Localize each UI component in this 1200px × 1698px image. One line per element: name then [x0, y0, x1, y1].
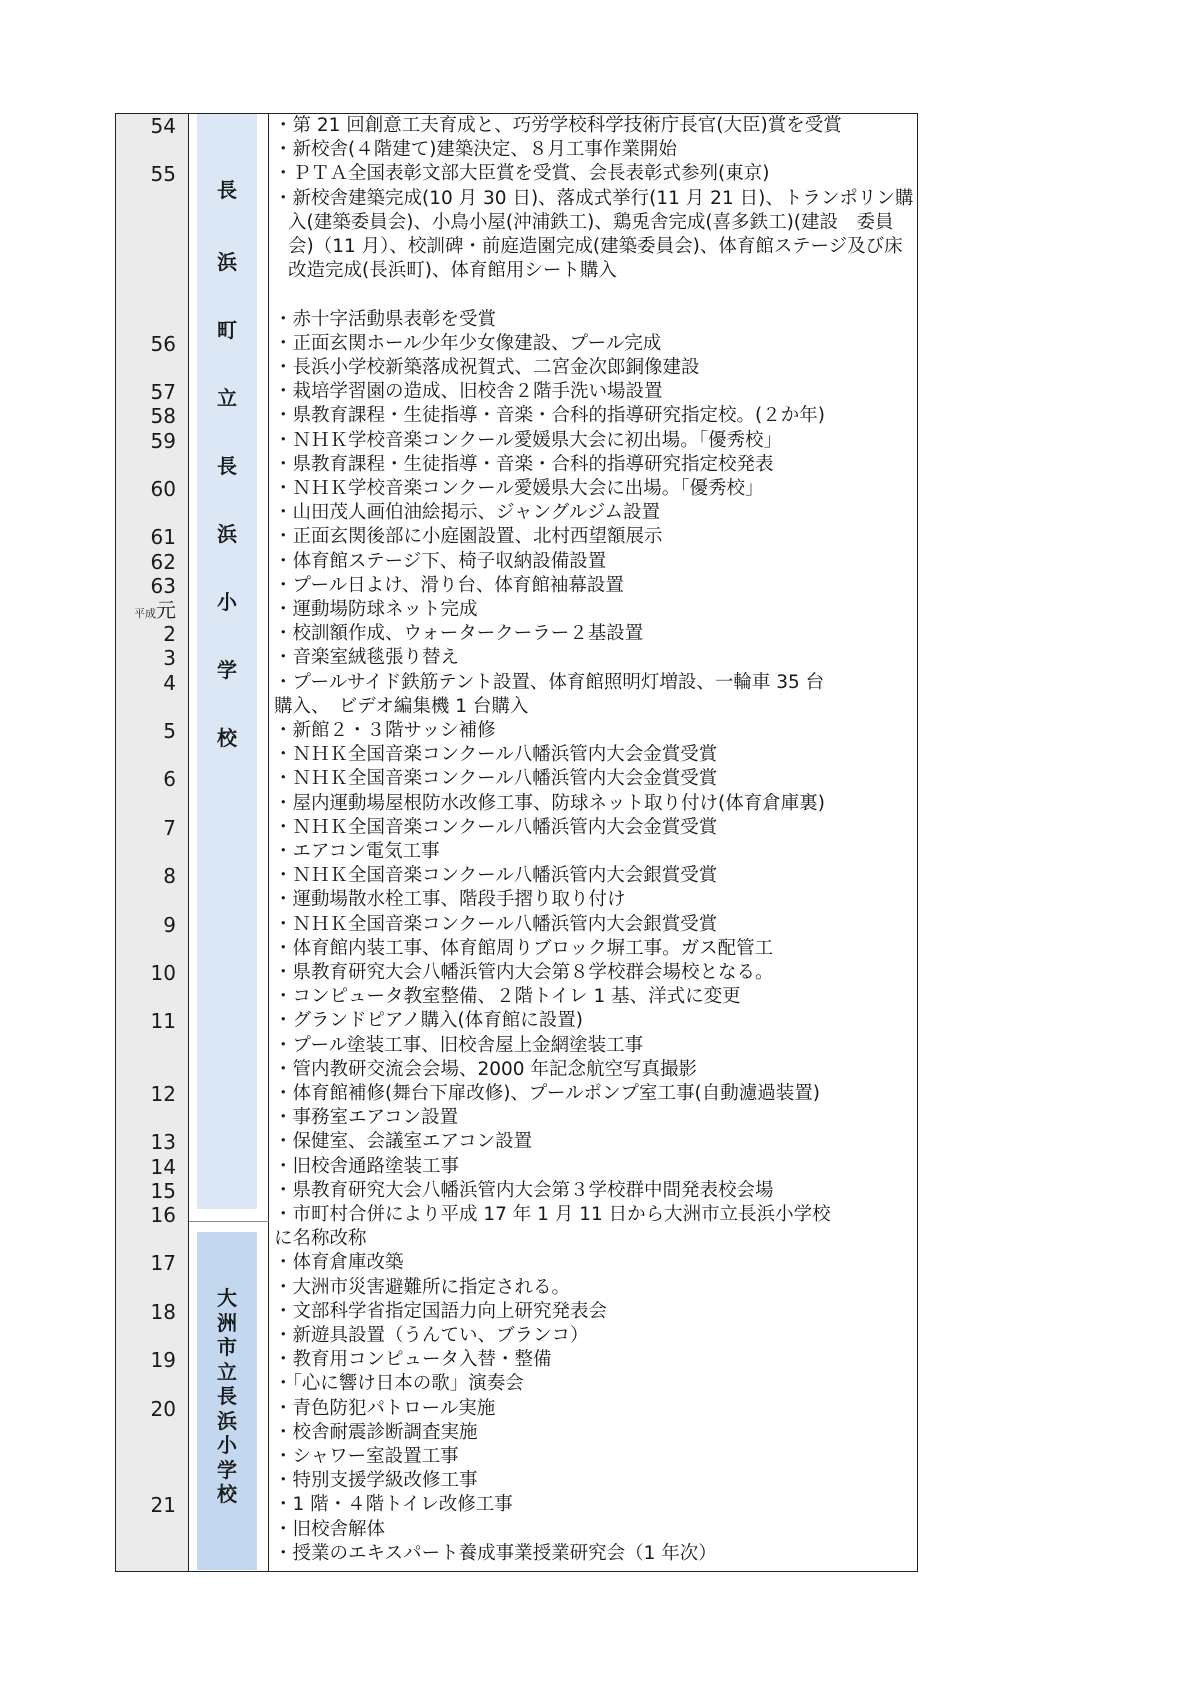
school-name-char: 小 [217, 590, 237, 614]
school-name-char: 浜 [217, 522, 237, 546]
school-name-char: 長 [217, 1384, 237, 1408]
event-entry: ・プールサイド鉄筋テント設置、体育館照明灯増設、一輪車 35 台 [274, 671, 825, 693]
year-label [116, 1251, 176, 1275]
event-entry: ・正面玄関後部に小庭園設置、北村西望額展示 [274, 526, 663, 548]
history-table [115, 113, 918, 1572]
event-entry: に名称改称 [274, 1228, 367, 1250]
event-entry: ・第 21 回創意工夫育成と、巧労学校科学技術庁長官(大臣)賞を受賞 [274, 115, 842, 136]
era-prefix: 平成 [134, 607, 156, 620]
event-entry: ・新遊具設置（うんてい、ブランコ） [274, 1325, 589, 1346]
school-name-char: 大 [217, 1286, 237, 1310]
event-entry: ・コンピュータ教室整備、２階トイレ 1 基、洋式に変更 [274, 986, 741, 1008]
school-name-char: 学 [217, 658, 237, 682]
year-number: 17 [150, 1251, 176, 1276]
event-entry: ・校舎耐震診断調査実施 [274, 1421, 478, 1443]
year-label [116, 1203, 176, 1227]
year-label [116, 380, 176, 404]
event-entry: ・文部科学省指定国語力向上研究発表会 [274, 1300, 608, 1322]
event-entry: ・大洲市災害避難所に指定される。 [274, 1276, 571, 1298]
school-name-char: 学 [217, 1457, 237, 1482]
event-entry: ・長浜小学校新築落成祝賀式、二宮金次郎銅像建設 [274, 357, 700, 378]
year-label [116, 477, 176, 501]
year-label [116, 816, 176, 840]
year-number: 6 [163, 767, 176, 792]
year-label [116, 404, 176, 428]
year-number: 56 [150, 331, 176, 356]
year-label [116, 1082, 176, 1106]
school-name-char: 校 [217, 726, 237, 750]
year-label [116, 1130, 176, 1154]
event-entry: ・1 階・４階トイレ改修工事 [274, 1494, 513, 1516]
event-entry: ・体育館内装工事、体育館周りブロック塀工事。ガス配管工 [274, 937, 774, 959]
year-label [116, 162, 176, 186]
event-entry: ・体育館補修(舞台下扉改修)、プールポンプ室工事(自動濾過装置) [274, 1083, 820, 1104]
event-entry: ・栽培学習園の造成、旧校舎２階手洗い場設置 [274, 381, 663, 403]
event-entry: ・県教育研究大会八幡浜管内大会第３学校群中間発表校会場 [274, 1179, 774, 1201]
year-number: 8 [163, 864, 176, 889]
event-entry: ・ＮＨＫ全国音楽コンクール八幡浜管内大会金賞受賞 [274, 744, 718, 766]
year-label [116, 719, 176, 743]
school-name-char: 浜 [217, 250, 237, 274]
event-entry: ・校訓額作成、ウォータークーラー２基設置 [274, 623, 644, 645]
school-name-char: 町 [217, 318, 237, 342]
year-label [116, 646, 176, 670]
event-entry: ・教育用コンピュータ入替・整備 [274, 1349, 552, 1371]
event-entry: ・ＰＴＡ全国表彰文部大臣賞を受賞、会長表彰式参列(東京) [274, 163, 770, 185]
year-number: 11 [150, 1009, 176, 1034]
event-entry: ・新館２・３階サッシ補修 [274, 720, 496, 741]
year-label [116, 1155, 176, 1179]
year-number: 57 [150, 380, 176, 405]
event-entry: ・体育倉庫改築 [274, 1252, 404, 1274]
year-number: 元 [156, 598, 176, 622]
year-label [116, 525, 176, 549]
event-entry: ・ＮＨＫ全国音楽コンクール八幡浜管内大会金賞受賞 [274, 816, 718, 838]
year-label [116, 961, 176, 985]
year-number: 16 [150, 1203, 176, 1227]
event-entry: ・グランドピアノ購入(体育館に設置) [274, 1010, 583, 1032]
year-label [116, 671, 176, 695]
school-name-char: 長 [217, 454, 237, 478]
event-entry: ・管内教研交流会会場、2000 年記念航空写真撮影 [274, 1058, 697, 1080]
year-number: 4 [163, 670, 176, 695]
event-entry: ・新校舎建築完成(10 月 30 日)、落成式挙行(11 月 21 日)、トランポリン購入(建築委員会)、小鳥小屋(沖浦鉄工)、鶏兎舎完成(喜多鉄工)(建設 委員会)（11 月）、校訓碑・前庭造園完成(建築委員会)、体育館ステージ及び床改造完成(長浜町)、体育館用シート購入 [274, 187, 914, 282]
event-entry: ・旧校舎解体 [274, 1518, 386, 1540]
school-name-char: 浜 [217, 1408, 237, 1433]
event-entry: ・「心に響け日本の歌」演奏会 [274, 1373, 524, 1395]
year-label [116, 114, 176, 138]
event-entry: ・ＮＨＫ全国音楽コンクール八幡浜管内大会金賞受賞 [274, 768, 718, 790]
event-entry: ・市町村合併により平成 17 年 1 月 11 日から大洲市立長浜小学校 [274, 1204, 831, 1225]
year-number: 59 [150, 428, 176, 453]
year-number: 13 [150, 1130, 176, 1155]
event-entry: ・山田茂人画伯油絵掲示、ジャングルジム設置 [274, 502, 661, 524]
year-number: 5 [163, 719, 176, 743]
event-entry: ・プール塗装工事、旧校舎屋上金網塗装工事 [274, 1034, 644, 1056]
event-entry: ・シャワー室設置工事 [274, 1446, 459, 1467]
year-label [116, 767, 176, 791]
year-label [116, 622, 176, 646]
event-entry: ・県教育課程・生徒指導・音楽・合科的指導研究指定校。(２か年) [274, 405, 825, 427]
year-number: 19 [150, 1348, 176, 1373]
event-entry: ・ＮＨＫ学校音楽コンクール愛媛県大会に出場。「優秀校」 [274, 478, 764, 499]
event-entry: ・県教育研究大会八幡浜管内大会第８学校群会場校となる。 [274, 962, 774, 983]
year-label [116, 550, 176, 574]
year-number: 9 [163, 912, 176, 937]
year-label [116, 1348, 176, 1372]
event-entry: 購入、 ビデオ編集機 1 台購入 [274, 695, 529, 717]
event-entry: ・県教育課程・生徒指導・音楽・合科的指導研究指定校発表 [274, 453, 774, 475]
year-number: 21 [150, 1493, 176, 1518]
school-name-char: 立 [217, 386, 237, 410]
year-number: 7 [163, 815, 176, 840]
event-entry: ・音楽室絨毯張り替え [274, 647, 460, 669]
event-entry: ・正面玄関ホール少年少女像建設、プール完成 [274, 332, 662, 354]
year-number: 3 [163, 646, 176, 671]
year-label [116, 1179, 176, 1203]
year-number: 14 [150, 1154, 176, 1179]
event-entry: ・ＮＨＫ全国音楽コンクール八幡浜管内大会銀賞受賞 [274, 865, 718, 887]
year-number: 63 [150, 573, 176, 598]
event-entry: ・プール日よけ、滑り台、体育館袖幕設置 [274, 574, 624, 596]
year-number: 10 [150, 961, 176, 985]
event-entry: ・特別支援学級改修工事 [274, 1470, 478, 1492]
year-label [116, 574, 176, 598]
school-name-char: 校 [217, 1482, 237, 1506]
event-entry: ・ＮＨＫ全国音楽コンクール八幡浜管内大会銀賞受賞 [274, 913, 718, 935]
school-name-char: 市 [217, 1335, 237, 1359]
event-entry: ・エアコン電気工事 [274, 841, 440, 862]
school-name-char: 洲 [217, 1310, 237, 1335]
year-label [116, 1493, 176, 1517]
year-label [116, 332, 176, 356]
year-number: 18 [150, 1299, 176, 1324]
school-name-char: 長 [217, 178, 237, 202]
event-entry: ・体育館ステージ下、椅子収納設備設置 [274, 550, 607, 572]
year-label [116, 1397, 176, 1421]
year-label [116, 1300, 176, 1324]
event-entry: ・旧校舎通路塗装工事 [274, 1155, 460, 1177]
event-entry: ・青色防犯パトロール実施 [274, 1397, 496, 1419]
school-name-column [189, 114, 269, 1571]
year-label [116, 1009, 176, 1033]
event-entry: ・屋内運動場屋根防水改修工事、防球ネット取り付け(体育倉庫裏) [274, 792, 825, 814]
event-entry: ・新校舎(４階建て)建築決定、８月工事作業開始 [274, 139, 677, 161]
event-entry: ・運動場防球ネット完成 [274, 599, 478, 620]
school-name-char: 小 [217, 1433, 237, 1457]
year-number: 58 [150, 404, 176, 429]
event-entry: ・事務室エアコン設置 [274, 1107, 459, 1129]
year-column [116, 114, 189, 1571]
year-number: 54 [150, 114, 176, 138]
year-number: 20 [150, 1396, 176, 1421]
year-label [116, 429, 176, 453]
year-number: 55 [150, 162, 176, 187]
event-entry: ・赤十字活動県表彰を受賞 [274, 308, 497, 330]
event-entry: ・ＮＨＫ学校音楽コンクール愛媛県大会に初出場。「優秀校」 [274, 429, 783, 451]
event-entry: ・授業のエキスパート養成事業授業研究会（1 年次） [274, 1542, 717, 1564]
school-name-char: 立 [217, 1359, 237, 1384]
year-number: 61 [150, 525, 176, 550]
year-label [116, 913, 176, 937]
event-entry: ・運動場散水栓工事、階段手摺り取り付け [274, 889, 626, 911]
band-divider [189, 1221, 269, 1222]
year-number: 12 [150, 1082, 176, 1106]
year-number: 62 [150, 549, 176, 574]
year-number: 60 [150, 477, 176, 501]
year-number: 15 [150, 1178, 176, 1203]
year-label [116, 864, 176, 888]
year-number: 2 [163, 622, 176, 647]
event-entry: ・保健室、会議室エアコン設置 [274, 1131, 533, 1153]
